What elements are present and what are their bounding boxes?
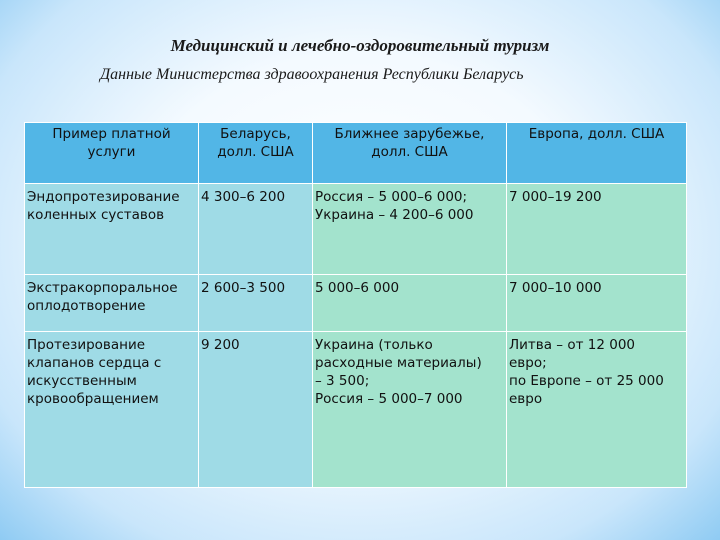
header-service: Пример платной услуги — [25, 123, 199, 184]
cell-belarus: 4 300–6 200 — [199, 184, 313, 275]
header-europe: Европа, долл. США — [507, 123, 687, 184]
cell-line: коленных суставов — [27, 207, 165, 223]
cell-line: оплодотворение — [27, 298, 146, 314]
header-belarus: Беларусь, долл. США — [199, 123, 313, 184]
table-row — [25, 275, 687, 332]
cell-line: Украина – 4 200–6 000 — [315, 207, 474, 223]
page-subtitle: Данные Министерства здравоохранения Республики Беларусь — [100, 66, 524, 83]
cell-belarus: 9 200 — [199, 332, 313, 488]
cell-europe — [507, 184, 687, 275]
cell-service — [25, 332, 199, 488]
cell-belarus: 2 600–3 500 — [199, 275, 313, 332]
cell-near-abroad — [313, 184, 507, 275]
header-near-abroad: Ближнее зарубежье, долл. США — [313, 123, 507, 184]
cell-line: 7 000–19 200 — [509, 189, 602, 205]
cell-service — [25, 184, 199, 275]
cell-line: 5 000–6 000 — [315, 280, 400, 296]
cell-line: евро; — [509, 355, 547, 371]
cell-line: Украина (только — [315, 337, 433, 353]
cell-line: 7 000–10 000 — [509, 280, 602, 296]
table-row — [25, 332, 687, 488]
price-table — [24, 122, 687, 488]
table-row — [25, 184, 687, 275]
cell-near-abroad — [313, 332, 507, 488]
cell-europe — [507, 332, 687, 488]
cell-line: Эндопротезирование — [27, 189, 180, 205]
cell-line: Литва – от 12 000 — [509, 337, 636, 353]
cell-line: Экстракорпоральное — [27, 280, 178, 296]
cell-line: искусственным — [27, 373, 137, 389]
table-header-row — [25, 123, 687, 184]
cell-service — [25, 275, 199, 332]
cell-line: евро — [509, 391, 543, 407]
cell-europe — [507, 275, 687, 332]
cell-line: расходные материалы) — [315, 355, 482, 371]
cell-line: кровообращением — [27, 391, 159, 407]
cell-line: Россия – 5 000–7 000 — [315, 391, 463, 407]
cell-line: клапанов сердца с — [27, 355, 162, 371]
page-title: Медицинский и лечебно-оздоровительный туризм — [170, 36, 550, 55]
cell-line: Россия – 5 000–6 000; — [315, 189, 468, 205]
cell-near-abroad — [313, 275, 507, 332]
cell-line: Протезирование — [27, 337, 146, 353]
cell-line: по Европе – от 25 000 — [509, 373, 664, 389]
cell-line: – 3 500; — [315, 373, 370, 389]
